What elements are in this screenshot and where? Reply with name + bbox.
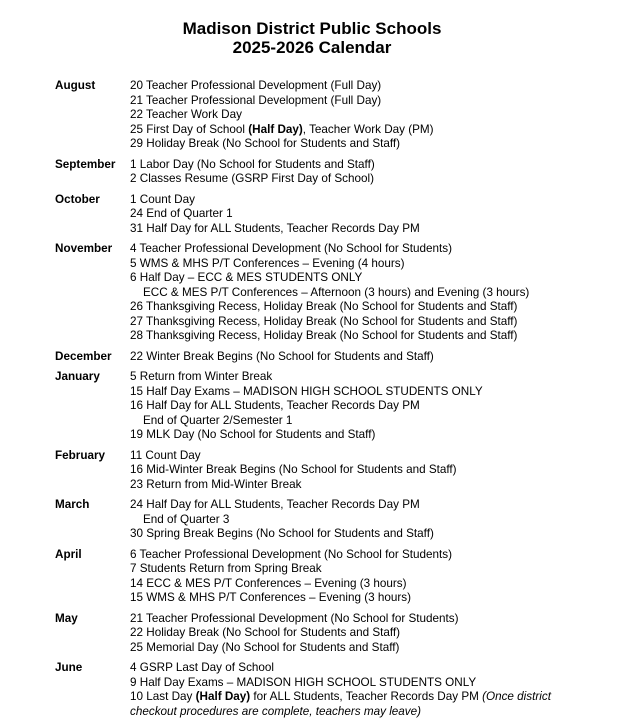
event-text: 4 Teacher Professional Development (No School for Students) xyxy=(130,242,453,255)
event-text: (Half Day) xyxy=(195,690,251,703)
month-label: February xyxy=(55,448,106,462)
event-text: 24 Half Day for ALL Students, Teacher Records Day PM xyxy=(130,498,420,511)
month-section-august xyxy=(0,79,624,152)
event-line xyxy=(130,690,594,705)
event-text: 5 WMS & MHS P/T Conferences – Evening (4 hours) xyxy=(130,256,405,270)
event-text: 24 End of Quarter 1 xyxy=(130,207,233,220)
event-line xyxy=(130,242,594,257)
month-events xyxy=(130,498,624,542)
document-title xyxy=(0,19,624,57)
month-events xyxy=(130,370,624,443)
event-line xyxy=(130,641,594,656)
event-line xyxy=(130,271,594,286)
month-section-february xyxy=(0,449,624,493)
event-line xyxy=(130,548,594,563)
event-line xyxy=(130,123,594,138)
event-text: 10 Last Day xyxy=(130,690,196,703)
month-events xyxy=(130,79,624,152)
month-section-october xyxy=(0,193,624,237)
month-section-april xyxy=(0,548,624,606)
event-text: 1 Labor Day (No School for Students and Staff) xyxy=(130,157,375,171)
month-events xyxy=(130,548,624,606)
event-text: End of Quarter 2/Semester 1 xyxy=(143,413,293,427)
event-line xyxy=(130,315,594,330)
month-section-september xyxy=(0,158,624,187)
month-events xyxy=(130,612,624,656)
event-line xyxy=(130,527,594,542)
month-label: December xyxy=(55,349,112,363)
event-line xyxy=(130,661,594,676)
event-line xyxy=(130,577,594,592)
event-line xyxy=(130,137,594,152)
event-line xyxy=(130,286,594,301)
event-line xyxy=(130,399,594,414)
event-line xyxy=(130,513,594,528)
event-line xyxy=(130,428,594,443)
month-events xyxy=(130,661,624,719)
month-section-may xyxy=(0,612,624,656)
event-line xyxy=(130,329,594,344)
event-text: 1 Count Day xyxy=(130,192,195,206)
month-events xyxy=(130,242,624,344)
event-text: 29 Holiday Break (No School for Students and Staff) xyxy=(130,137,401,150)
month-section-december xyxy=(0,350,624,365)
event-line xyxy=(130,385,594,400)
event-text: End of Quarter 3 xyxy=(143,512,230,526)
event-text: 16 Half Day for ALL Students, Teacher Records Day PM xyxy=(130,399,420,412)
month-label: October xyxy=(55,192,100,206)
month-events xyxy=(130,350,624,365)
month-label: August xyxy=(55,79,96,92)
event-text: 7 Students Return from Spring Break xyxy=(130,562,322,575)
month-label: January xyxy=(55,370,100,383)
month-section-november xyxy=(0,242,624,344)
event-line xyxy=(130,463,594,478)
event-text: , Teacher Work Day (PM) xyxy=(302,122,434,136)
event-line xyxy=(130,94,594,109)
event-line xyxy=(130,676,594,691)
event-text: 28 Thanksgiving Recess, Holiday Break (No School for Students and Staff) xyxy=(130,329,518,342)
month-events xyxy=(130,193,624,237)
event-text: 22 Winter Break Begins (No School for Students and Staff) xyxy=(130,349,434,363)
event-text: 6 Teacher Professional Development (No School for Students) xyxy=(130,547,453,561)
calendar-body xyxy=(0,79,624,719)
event-line xyxy=(130,207,594,222)
event-text: 30 Spring Break Begins (No School for Students and Staff) xyxy=(130,527,434,540)
event-text: 31 Half Day for ALL Students, Teacher Records Day PM xyxy=(130,221,420,235)
event-text: 11 Count Day xyxy=(130,448,201,462)
event-text: 25 Memorial Day (No School for Students and Staff) xyxy=(130,640,400,654)
event-line xyxy=(130,705,594,720)
event-text: (Once district xyxy=(482,690,551,703)
month-events xyxy=(130,158,624,187)
event-text: 22 Holiday Break (No School for Students and Staff) xyxy=(130,626,401,639)
month-label: May xyxy=(55,611,78,625)
event-text: 22 Teacher Work Day xyxy=(130,108,242,121)
event-text: 4 GSRP Last Day of School xyxy=(130,661,275,674)
event-line xyxy=(130,626,594,641)
event-line xyxy=(130,612,594,627)
event-text: 21 Teacher Professional Development (Full Day) xyxy=(130,93,382,107)
event-text: 27 Thanksgiving Recess, Holiday Break (No School for Students and Staff) xyxy=(130,314,518,328)
month-section-march xyxy=(0,498,624,542)
event-line xyxy=(130,79,594,94)
event-line xyxy=(130,350,594,365)
event-line xyxy=(130,158,594,173)
month-label: April xyxy=(55,547,82,561)
month-events xyxy=(130,449,624,493)
event-text: 5 Return from Winter Break xyxy=(130,370,273,383)
event-line xyxy=(130,300,594,315)
event-line xyxy=(130,257,594,272)
event-text: 6 Half Day – ECC & MES STUDENTS ONLY xyxy=(130,271,363,284)
month-label: November xyxy=(55,242,113,255)
event-line xyxy=(130,498,594,513)
event-text: 19 MLK Day (No School for Students and Staff) xyxy=(130,428,376,441)
month-section-june xyxy=(0,661,624,719)
month-label: September xyxy=(55,157,116,171)
month-label: March xyxy=(55,498,90,511)
event-line xyxy=(130,193,594,208)
event-line xyxy=(130,222,594,237)
event-text: for ALL Students, Teacher Records Day PM xyxy=(250,690,483,703)
event-text: 25 First Day of School xyxy=(130,122,249,136)
event-line xyxy=(130,414,594,429)
month-section-january xyxy=(0,370,624,443)
event-text: 20 Teacher Professional Development (Full Day) xyxy=(130,79,382,92)
event-text: (Half Day) xyxy=(248,122,303,136)
event-text: ECC & MES P/T Conferences – Afternoon (3 hours) and Evening (3 hours) xyxy=(143,285,530,299)
event-text: 23 Return from Mid-Winter Break xyxy=(130,477,302,491)
event-line xyxy=(130,562,594,577)
event-text: 21 Teacher Professional Development (No School for Students) xyxy=(130,611,459,625)
event-text: 15 WMS & MHS P/T Conferences – Evening (3 hours) xyxy=(130,591,412,604)
event-line xyxy=(130,172,594,187)
month-label: June xyxy=(55,661,83,674)
event-text: 15 Half Day Exams – MADISON HIGH SCHOOL STUDENTS ONLY xyxy=(130,384,483,398)
event-line xyxy=(130,591,594,606)
title-line-2: 2025-2026 Calendar xyxy=(232,38,392,57)
event-text: 2 Classes Resume (GSRP First Day of School) xyxy=(130,172,374,185)
event-text: 16 Mid-Winter Break Begins (No School for Students and Staff) xyxy=(130,463,457,476)
event-line xyxy=(130,449,594,464)
event-text: 14 ECC & MES P/T Conferences – Evening (3 hours) xyxy=(130,576,407,590)
event-line xyxy=(130,478,594,493)
event-text: 9 Half Day Exams – MADISON HIGH SCHOOL STUDENTS ONLY xyxy=(130,675,477,689)
event-line xyxy=(130,108,594,123)
event-line xyxy=(130,370,594,385)
event-text: checkout procedures are complete, teachers may leave) xyxy=(130,704,422,718)
event-text: 26 Thanksgiving Recess, Holiday Break (No School for Students and Staff) xyxy=(130,300,518,313)
title-line-1: Madison District Public Schools xyxy=(182,19,442,38)
